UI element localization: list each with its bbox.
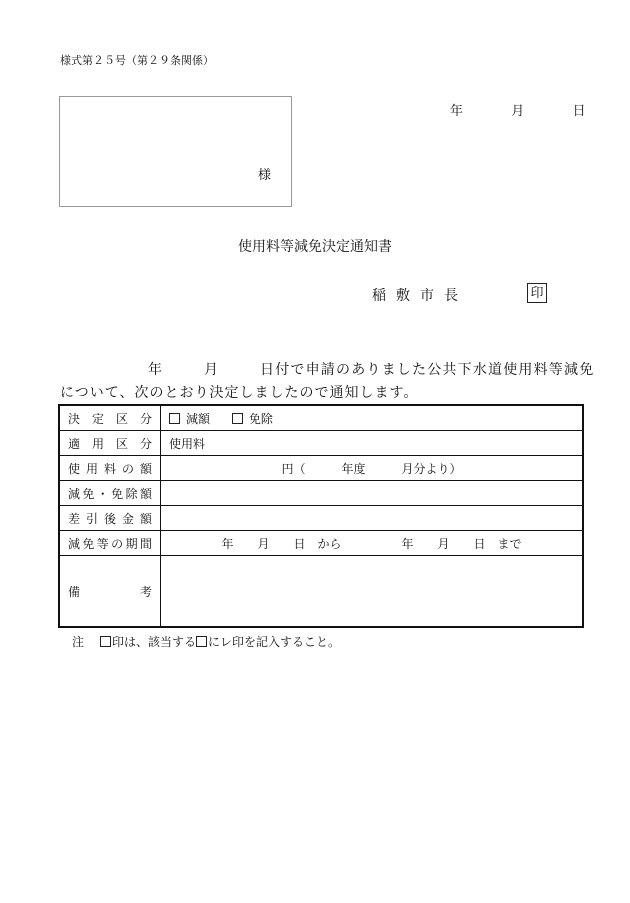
body-year: 年 (148, 362, 162, 378)
document-title: 使用料等減免決定通知書 (238, 239, 392, 255)
row-label-decision (59, 405, 161, 431)
table-row (59, 456, 583, 481)
row-value-period[interactable]: 年 月 日 から 年 月 日 まで (161, 531, 584, 556)
row-value-remarks[interactable] (161, 556, 584, 628)
date-year: 年 (450, 104, 464, 119)
table-row (59, 531, 583, 556)
note-text: 印は、該当する (112, 635, 197, 649)
date-month: 月 (511, 104, 525, 119)
label-spread: 備 考 (68, 584, 152, 599)
label-spread: 適 用 区 分 (68, 436, 152, 451)
row-label-net-amount (59, 506, 161, 531)
option-reduction[interactable] (169, 412, 210, 426)
recipient-suffix: 様 (258, 168, 272, 183)
row-value-reduction-amount[interactable] (161, 481, 584, 506)
row-value-applied: 使用料 (161, 431, 584, 456)
checkbox-icon[interactable] (232, 413, 243, 424)
recipient-address-box (59, 96, 292, 207)
table-row (59, 431, 583, 456)
body-line-2: について、次のとおり決定しましたので通知します。 (60, 385, 419, 401)
label-spread: 決 定 区 分 (68, 411, 152, 426)
issuer-name: 稲敷市長 (372, 288, 468, 304)
row-label-reduction-amount (59, 481, 161, 506)
body-text-1: 日付で申請のありました公共下水道使用料等減免 (260, 362, 595, 378)
decision-table (58, 404, 584, 628)
checkbox-icon[interactable] (169, 413, 180, 424)
option-exemption[interactable] (232, 412, 273, 426)
table-row (59, 481, 583, 506)
row-value-decision (161, 405, 584, 431)
option-label: 免除 (248, 411, 273, 426)
checkbox-icon (196, 636, 207, 647)
body-line-1 (60, 359, 594, 379)
issue-date (450, 100, 586, 119)
row-value-net-amount[interactable] (161, 506, 584, 531)
body-month: 月 (204, 362, 218, 378)
row-label-applied (59, 431, 161, 456)
table-row (59, 556, 583, 628)
option-label: 減額 (186, 411, 211, 426)
row-label-period (59, 531, 161, 556)
table-row (59, 405, 583, 431)
table-row (59, 506, 583, 531)
label-spread: 差 引 後 金 額 (68, 511, 152, 526)
note-text-2: にレ印を記入すること。 (208, 635, 341, 649)
label-spread: 使 用 料 の 額 (68, 461, 152, 476)
form-number: 様式第２５号（第２９条関係） (60, 54, 214, 67)
row-label-remarks (59, 556, 161, 628)
row-label-fee (59, 456, 161, 481)
checkbox-icon (100, 636, 111, 647)
note-prefix: 注 (72, 635, 85, 649)
label-spread: 減 免 等 の 期 間 (68, 536, 152, 551)
footnote (72, 633, 340, 650)
date-day: 日 (572, 104, 586, 119)
row-value-fee[interactable]: 円（ 年度 月分より） (161, 456, 584, 481)
label-spread: 減 免 ・ 免 除 額 (68, 486, 152, 501)
seal-mark: 印 (527, 283, 547, 303)
